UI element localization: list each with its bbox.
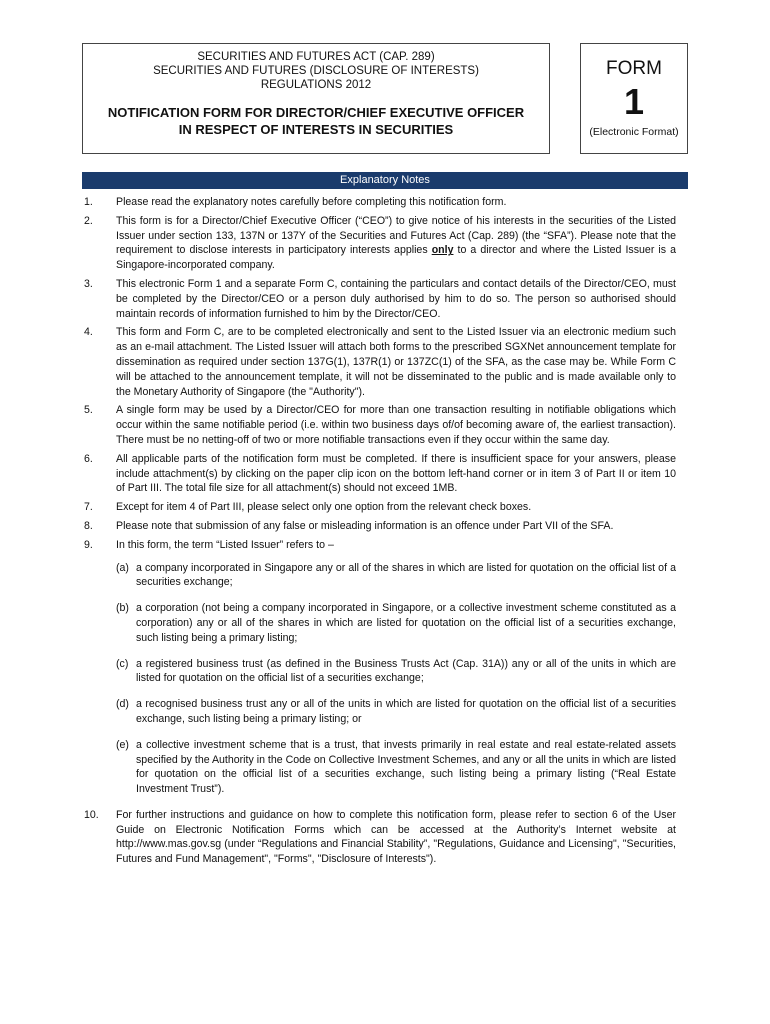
note-item (82, 808, 676, 867)
sub-text: a recognised business trust any or all of the units in which are listed for quotation on the official list of a securities exchange, such listing being a primary listing; or (136, 698, 676, 725)
title-line: IN RESPECT OF INTERESTS IN SECURITIES (178, 122, 454, 137)
note-text: This form is for a Director/Chief Executive Officer (“CEO”) to give notice of his interests in the securities of the Listed Issuer under section 133, 137N or 137Y of the Securities and Futures Act (Cap. 289) (the “SFA”). Please note that the requirement to disclose interests in participatory interests applies (116, 214, 676, 257)
form-number: 1 (623, 81, 645, 122)
explanatory-notes-banner: Explanatory Notes (82, 172, 688, 189)
sub-item (116, 738, 676, 797)
sub-text: a corporation (not being a company incorporated in Singapore, or a collective investment scheme constituted as a corporation) any or all of the shares in which are listed for quotation on the official list of a securities exchange, such listing being a primary listing; (136, 602, 676, 644)
form-number-box (580, 43, 688, 154)
note-text: All applicable parts of the notification form must be completed. If there is insufficient space for your answers, please include attachment(s) by clicking on the paper clip icon on the bottom left-hand corner or in item 3 of Part II or item 10 of Part III. The total file size for all attachment(s) should not exceed 1MB. (116, 452, 676, 495)
note-number: 10. (84, 808, 99, 821)
note-text: For further instructions and guidance on how to complete this notification form, please refer to section 6 of the User Guide on Electronic Notification Forms which can be accessed at the Authority’s Internet website at http://www.mas.gov.sg (under “Regulations and Financial Stability”, "Regulations, Guidance and Licensing", "Securities, Futures and Fund Management", "Forms", "Disclosure of Interests"). (116, 808, 676, 866)
sub-letter: (e) (116, 738, 129, 751)
note-number: 4. (84, 326, 93, 339)
sub-item (116, 697, 676, 727)
note-number: 5. (84, 404, 93, 417)
act-line: REGULATIONS 2012 (260, 79, 372, 91)
note-text: Except for item 4 of Part III, please select only one option from the relevant check boxes. (116, 501, 532, 514)
note-item (82, 403, 676, 447)
note-item (82, 214, 676, 273)
explanatory-notes-list (82, 195, 676, 871)
act-line: SECURITIES AND FUTURES ACT (CAP. 289) (197, 51, 435, 63)
form-format: (Electronic Format) (589, 126, 679, 138)
note-text: This electronic Form 1 and a separate Form C, containing the particulars and contact details of the Director/CEO, must be completed by the Director/CEO or a person duly authorised by him to do so. The person so authorised should maintain records of information furnished to him by the Director/CEO. (116, 277, 676, 320)
sub-item (116, 657, 676, 687)
note-text: This form and Form C, are to be completed electronically and sent to the Listed Issuer via an electronic medium such as an e-mail attachment. The Listed Issuer will attach both forms to the prescribed SGXNet announcement template for dissemination as required under section 137G(1), 137R(1) or 137ZC(1) of the SFA, as the case may be. While Form C will be attached to the announcement template, it will not be disseminated to the public and is made available only to the Monetary Authority of Singapore (the "Authority"). (116, 326, 676, 398)
sub-text: a collective investment scheme that is a trust, that invests primarily in real estate and real estate-related assets specified by the Authority in the Code on Collective Investment Schemes, and any or all the units in which are listed for quotation on the official list of a securities exchange, such listing being a primary listing (“Real Estate Investment Trust”). (136, 738, 676, 796)
note-number: 3. (84, 277, 93, 290)
sub-letter: (c) (116, 657, 129, 670)
note-number: 9. (84, 538, 93, 551)
note-item (82, 277, 676, 321)
note-item (82, 452, 676, 496)
note-text: to a director and where the Listed Issuer is a Singapore-incorporated company. (116, 244, 676, 272)
note-number: 7. (84, 501, 93, 514)
note-item (82, 195, 676, 210)
sub-letter: (d) (116, 698, 129, 711)
note-number: 2. (84, 214, 93, 227)
listed-issuer-definitions (116, 561, 676, 797)
sub-letter: (b) (116, 602, 129, 615)
sub-item (116, 601, 676, 645)
note-text: A single form may be used by a Director/CEO for more than one transaction resulting in notifiable obligations which occur within the same notifiable period (i.e. within two business days of/of becoming aware of, the earliest transaction). There must be no netting-off of two or more notifiable transactions even if they occur within the same day. (116, 404, 676, 446)
title-line: NOTIFICATION FORM FOR DIRECTOR/CHIEF EXECUTIVE OFFICER (107, 105, 525, 120)
note-number: 1. (84, 196, 93, 208)
note-emphasis: only (431, 244, 454, 257)
note-item (82, 538, 676, 797)
sub-letter: (a) (116, 561, 129, 574)
note-text: Please read the explanatory notes carefully before completing this notification form. (116, 196, 507, 208)
notification-title (83, 104, 549, 138)
sub-text: a registered business trust (as defined in the Business Trusts Act (Cap. 31A)) any or all of the units in which are listed for quotation on the official list of a securities exchange; (136, 657, 676, 685)
note-item (82, 500, 676, 515)
note-item (82, 519, 676, 534)
act-title (83, 50, 549, 92)
act-line: SECURITIES AND FUTURES (DISCLOSURE OF INTERESTS) (153, 65, 479, 77)
form-header-box (82, 43, 550, 154)
note-number: 8. (84, 519, 93, 532)
note-text: In this form, the term “Listed Issuer” refers to – (116, 538, 334, 551)
note-item (82, 325, 676, 399)
sub-text: a company incorporated in Singapore any or all of the shares in which are listed for quotation on the official list of a securities exchange; (136, 561, 676, 589)
form-label: FORM (606, 58, 662, 79)
note-number: 6. (84, 452, 93, 465)
note-text: Please note that submission of any false or misleading information is an offence under Part VII of the SFA. (116, 519, 614, 532)
sub-item (116, 561, 676, 591)
